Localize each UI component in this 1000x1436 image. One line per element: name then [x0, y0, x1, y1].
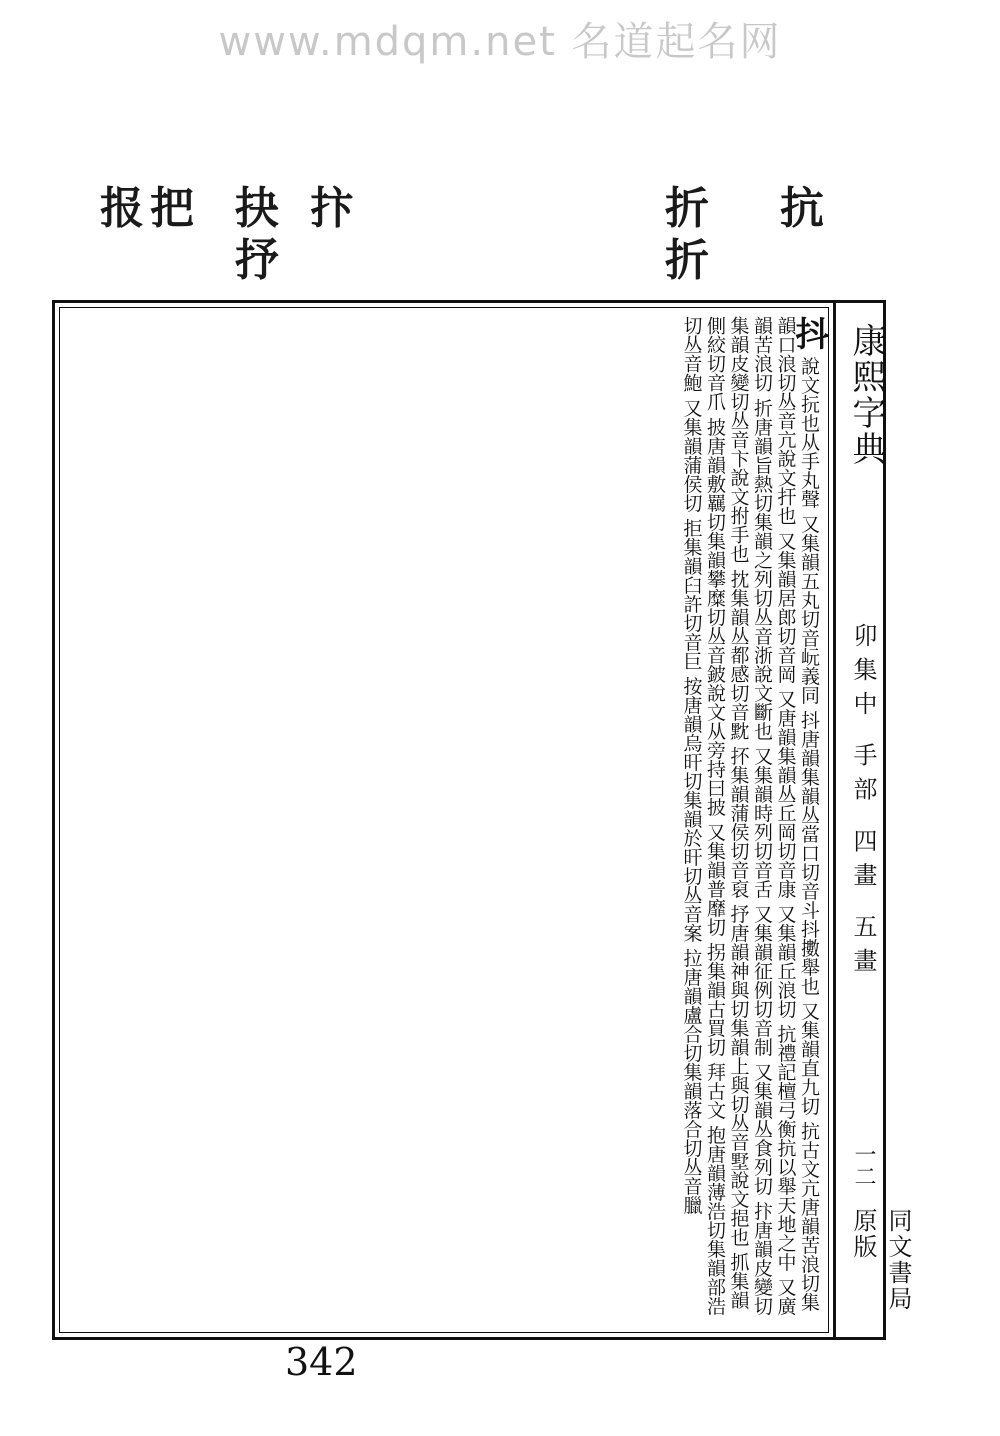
publisher-label: 同文書局原版: [849, 1208, 912, 1312]
seal-row: [0, 175, 1000, 305]
entry-text: 說文抏也从手丸聲 又集韻五丸切音岏義同 抖唐韻集韻丛當口切音斗抖擻舉也 又集韻直九切 抗古文亢唐韻苦浪切集韻口浪切丛音亢說文扞也 又集韻居郎切音岡 又唐韻集韻丛丘岡切音康 又集韻丘浪切 抗禮記檀弓衡抗以舉天地之中 又廣韻苦浪切 折唐韻旨熱切集韻之列切丛音浙說文斷也 又集韻時列切音舌 又集韻征例切音制 又集韻丛食列切 抃唐韻皮變切集韻皮變切丛音卞說文拊手也 抌集韻丛都感切音黕 抔集韻蒲侯切音裒 抒唐韻神與切集韻上與切丛音墅說文挹也 抓集韻側絞切音爪 披唐韻敷羈切集韻攀糜切丛音鈹說文从旁持曰披 又集韻普靡切 拐集韻古買切 拜古文 抱唐韻薄浩切集韻部浩切丛音鮑 又集韻蒲侯切 拒集韻臼許切音巨 按唐韻烏旰切集韻於旰切丛音案 拉唐韻盧合切集韻落合切丛音臘: [680, 316, 820, 1316]
seal-glyph: 折: [665, 235, 709, 286]
page-number: 342: [285, 1340, 358, 1384]
section-label: 卯集中 手部 四畫 五畫: [849, 623, 877, 982]
seal-glyph: 折: [665, 183, 709, 234]
watermark: www.mdqm.net 名道起名网: [218, 19, 782, 65]
entry-head: 抖: [789, 316, 829, 350]
dictionary-body: [70, 316, 829, 1324]
seal-glyph: 把: [150, 183, 194, 234]
seal-glyph: 抃: [310, 183, 354, 234]
folio-number: 一二: [851, 1143, 876, 1187]
text-frame: [52, 300, 836, 1340]
side-band: [836, 300, 912, 1340]
seal-glyph: 报: [100, 183, 144, 234]
seal-glyph: 抒: [235, 235, 279, 286]
inner-border: [59, 307, 829, 1333]
seal-glyph: 抗: [780, 183, 824, 234]
seal-glyph: 抉: [235, 183, 279, 234]
book-title: 康熙字典: [846, 323, 886, 467]
